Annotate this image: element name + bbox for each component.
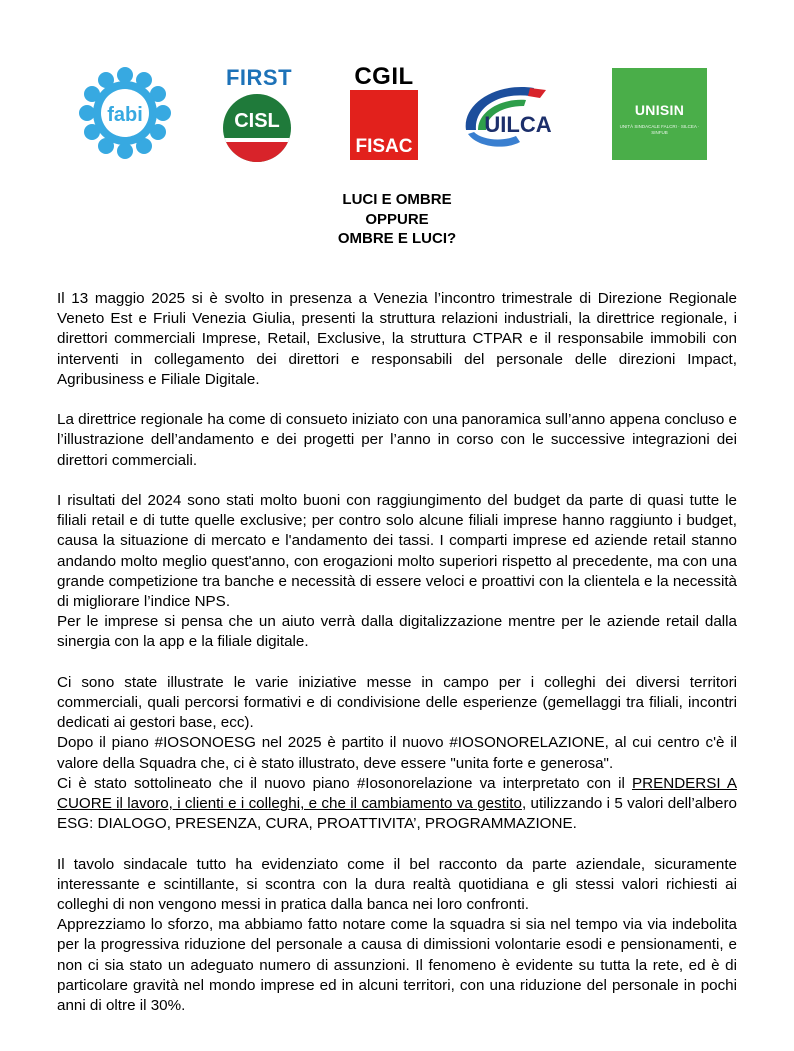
first-logo-text: FIRST [225, 65, 293, 90]
uilca-logo [456, 78, 574, 152]
paragraph: Per le imprese si pensa che un aiuto verrà dalla digitalizzazione mentre per le aziende retail dalla sinergia con la app e la filiale digitale. [57, 613, 737, 651]
paragraph: Il 13 maggio 2025 si è svolto in presenza a Venezia l’incontro trimestrale di Direzione Regionale Veneto Est e Friuli Venezia Giulia, presenti la struttura relazioni industriali, la direttrice regionale, i direttori commerciali Imprese, Retail, Exclusive, la struttura CTPAR e il responsabile immobili con interventi in collegamento dei direttori e responsabili del personale delle direzioni Impact, Agribusiness e Filiale Digitale. [57, 290, 737, 388]
title-line-3: OMBRE E LUCI? [337, 230, 457, 247]
fabi-logo [78, 66, 172, 160]
document-title [0, 190, 794, 249]
cisl-emblem [223, 94, 291, 162]
first-cisl-logo [216, 66, 302, 160]
paragraph: I risultati del 2024 sono stati molto buoni con raggiungimento del budget da parte di quasi tutte le filiali retail e di tutte quelle exclusive; per contro solo alcune filiali imprese hanno raggiunto i budget, causa la situazione di mercato e l'andamento dei tassi. I comparti imprese ed aziende retail stanno andando molto meglio quest'anno, con erogazioni molto superiori rispetto al precedente, ma con una grande competizione tra banche e necessità di essere veloci e proattivi con la clientela e la necessità di migliorare l’indice NPS. [57, 492, 737, 611]
uilca-emblem-icon [456, 78, 574, 152]
cgil-logo-text: CGIL [354, 63, 414, 90]
paragraph: Dopo il piano #IOSONOESG nel 2025 è partito il nuovo #IOSONORELAZIONE, al cui centro c'è il valore della Squadra che, ci è stato illustrato, deve essere "unita forte e generosa". [57, 734, 737, 772]
unisin-logo-subtext: UNITÀ SINDACALE FALCRI · SILCEA · SINFUB [619, 124, 700, 135]
fabi-logo-text: fabi [107, 104, 143, 126]
fisac-logo-text: FISAC [355, 136, 413, 157]
cgil-red-box [350, 90, 418, 160]
title-line-2: OPPURE [365, 210, 429, 228]
paragraph: Il tavolo sindacale tutto ha evidenziato come il bel racconto da parte aziendale, sicuramente interessante e scintillante, si scontra con la dura realtà quotidiana e gli stessi valori richiesti ai colleghi di non vengono messi in pratica dalla banca nei loro confronti. [57, 855, 737, 914]
document-body [57, 289, 737, 1016]
paragraph-text: Ci è stato sottolineato che il nuovo piano #Iosonorelazione va interpretato con il [57, 774, 633, 792]
cgil-fisac-logo [348, 64, 420, 160]
paragraph: La direttrice regionale ha come di consueto iniziato con una panoramica sull’anno appena concluso e l’illustrazione dell’andamento e dei progetti per l’anno in corso con le successive integrazioni dei direttori commerciali. [57, 411, 737, 469]
paragraph: Apprezziamo lo sforzo, ma abbiamo fatto notare come la squadra si sia nel tempo via via indebolita per la progressiva riduzione del personale a causa di dimissioni volontarie esodi e pensionamenti, e non ci sia stato un adeguato numero di assunzioni. Il fenomeno è evidente su tutta la rete, ed è di particolare gravità nel mondo imprese ed in alcuni territori, con una riduzione del personale in pochi anni di oltre il 30%. [57, 916, 737, 1015]
paragraph [57, 774, 737, 835]
title-line-1: LUCI E OMBRE [342, 191, 452, 208]
underlined-text: PRENDERSI A CUORE il lavoro, i clienti e i colleghi, e che il cambiamento va gestito [57, 774, 737, 813]
unisin-logo-text: UNISIN [634, 102, 685, 118]
uilca-logo-text: UILCA [484, 112, 552, 137]
paragraph-text: , utilizzando i 5 valori dell’albero ESG: DIALOGO, PRESENZA, CURA, PROATTIVITA’, PROGRAMMAZIONE. [57, 795, 737, 833]
fabi-flower-icon [78, 66, 172, 160]
paragraph: Ci sono state illustrate le varie iniziative messe in campo per i colleghi dei diversi territori commerciali, quali percorsi formativi e di condivisione delle esperienze (gemellaggi tra filiali, incontri dedicati ai gestori base, ecc). [57, 673, 737, 732]
cisl-logo-text: CISL [234, 110, 280, 132]
unisin-logo [612, 68, 707, 160]
